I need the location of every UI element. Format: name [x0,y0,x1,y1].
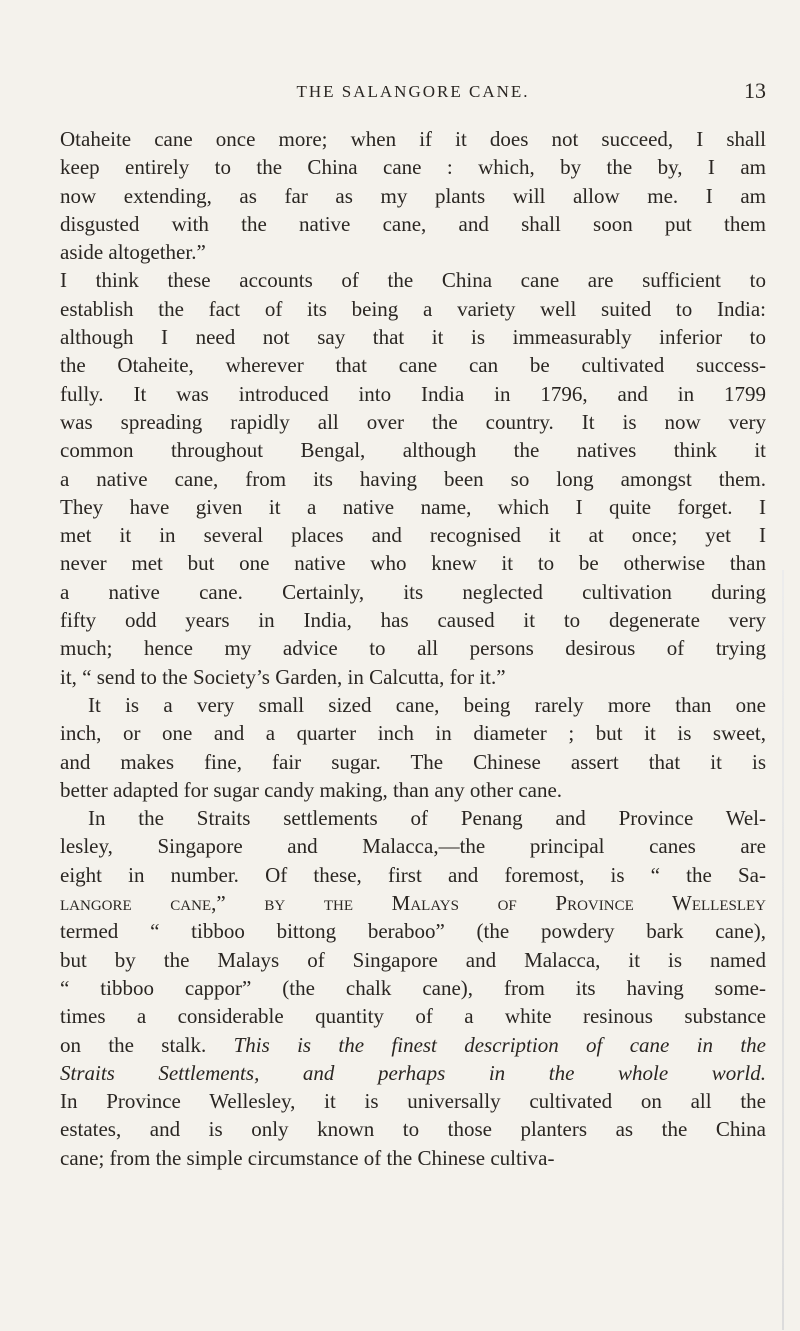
text-line: times a considerable quantity of a white resinous substance [60,1004,766,1029]
text-line: it, “ send to the Society’s Garden, in Calcutta, for it.” [60,664,506,689]
text-line: I think these accounts of the China cane are sufficient to [60,268,766,293]
page-edge-mark [782,570,784,1330]
text-line: although I need not say that it is immeasurably inferior to [60,325,766,350]
page-header [60,78,766,108]
page-number: 13 [744,78,766,103]
text-line: met it in several places and recognised it at once; yet I [60,523,766,548]
text-line: a native cane, from its having been so long amongst them. [60,466,766,491]
text-line: “ tibboo cappor” (the chalk cane), from its having some- [60,975,766,1000]
emphasis-text: This is the finest description of cane in the [233,1032,766,1057]
text-line: better adapted for sugar candy making, than any other cane. [60,777,563,802]
text-line [60,1031,766,1059]
text-line: the Otaheite, wherever that cane can be cultivated success- [60,353,766,378]
text-line: cane; from the simple circumstance of the Chinese cultiva- [60,1145,555,1170]
text-line: much; hence my advice to all persons desirous of trying [60,636,766,661]
text-line [60,1059,766,1087]
text-line: never met but one native who knew it to be otherwise than [60,551,766,576]
text-line: estates, and is only known to those planters as the China [60,1117,766,1142]
running-title: THE SALANGORE CANE. [296,82,530,101]
text-line: fifty odd years in India, has caused it to degenerate very [60,608,766,633]
text-line: now extending, as far as my plants will allow me. I am [60,183,766,208]
emphasis-text: Straits Settlements, and perhaps in the whole world. [60,1060,766,1085]
text-line: langore cane,” by the Malays of Province Wellesley [60,891,766,916]
text-line: a native cane. Certainly, its neglected cultivation during [60,579,766,604]
text-line: In Province Wellesley, it is universally cultivated on all the [60,1089,766,1114]
text-line: eight in number. Of these, first and foremost, is “ the Sa- [60,862,766,887]
text-line: fully. It was introduced into India in 1796, and in 1799 [60,381,766,406]
text-line: inch, or one and a quarter inch in diameter ; but it is sweet, [60,721,766,746]
text-line: It is a very small sized cane, being rarely more than one [88,692,766,717]
text-fragment: on the stalk. [60,1032,207,1057]
text-line: but by the Malays of Singapore and Malacca, it is named [60,947,766,972]
text-line: keep entirely to the China cane : which, by the by, I am [60,155,766,180]
text-line: disgusted with the native cane, and shall soon put them [60,211,766,236]
text-line: was spreading rapidly all over the country. It is now very [60,409,766,434]
text-line: termed “ tibboo bittong beraboo” (the powdery bark cane), [60,919,766,944]
text-line: In the Straits settlements of Penang and Province Wel- [88,806,766,831]
text-line: and makes fine, fair sugar. The Chinese assert that it is [60,749,766,774]
text-line: common throughout Bengal, although the natives think it [60,438,766,463]
text-line: Otaheite cane once more; when if it does not succeed, I shall [60,127,766,151]
text-line: establish the fact of its being a variety well suited to India: [60,296,766,321]
text-line: aside altogether.” [60,240,206,265]
body-text [60,125,766,1172]
text-line: lesley, Singapore and Malacca,—the principal canes are [60,834,766,859]
text-line: They have given it a native name, which I quite forget. I [60,494,766,519]
